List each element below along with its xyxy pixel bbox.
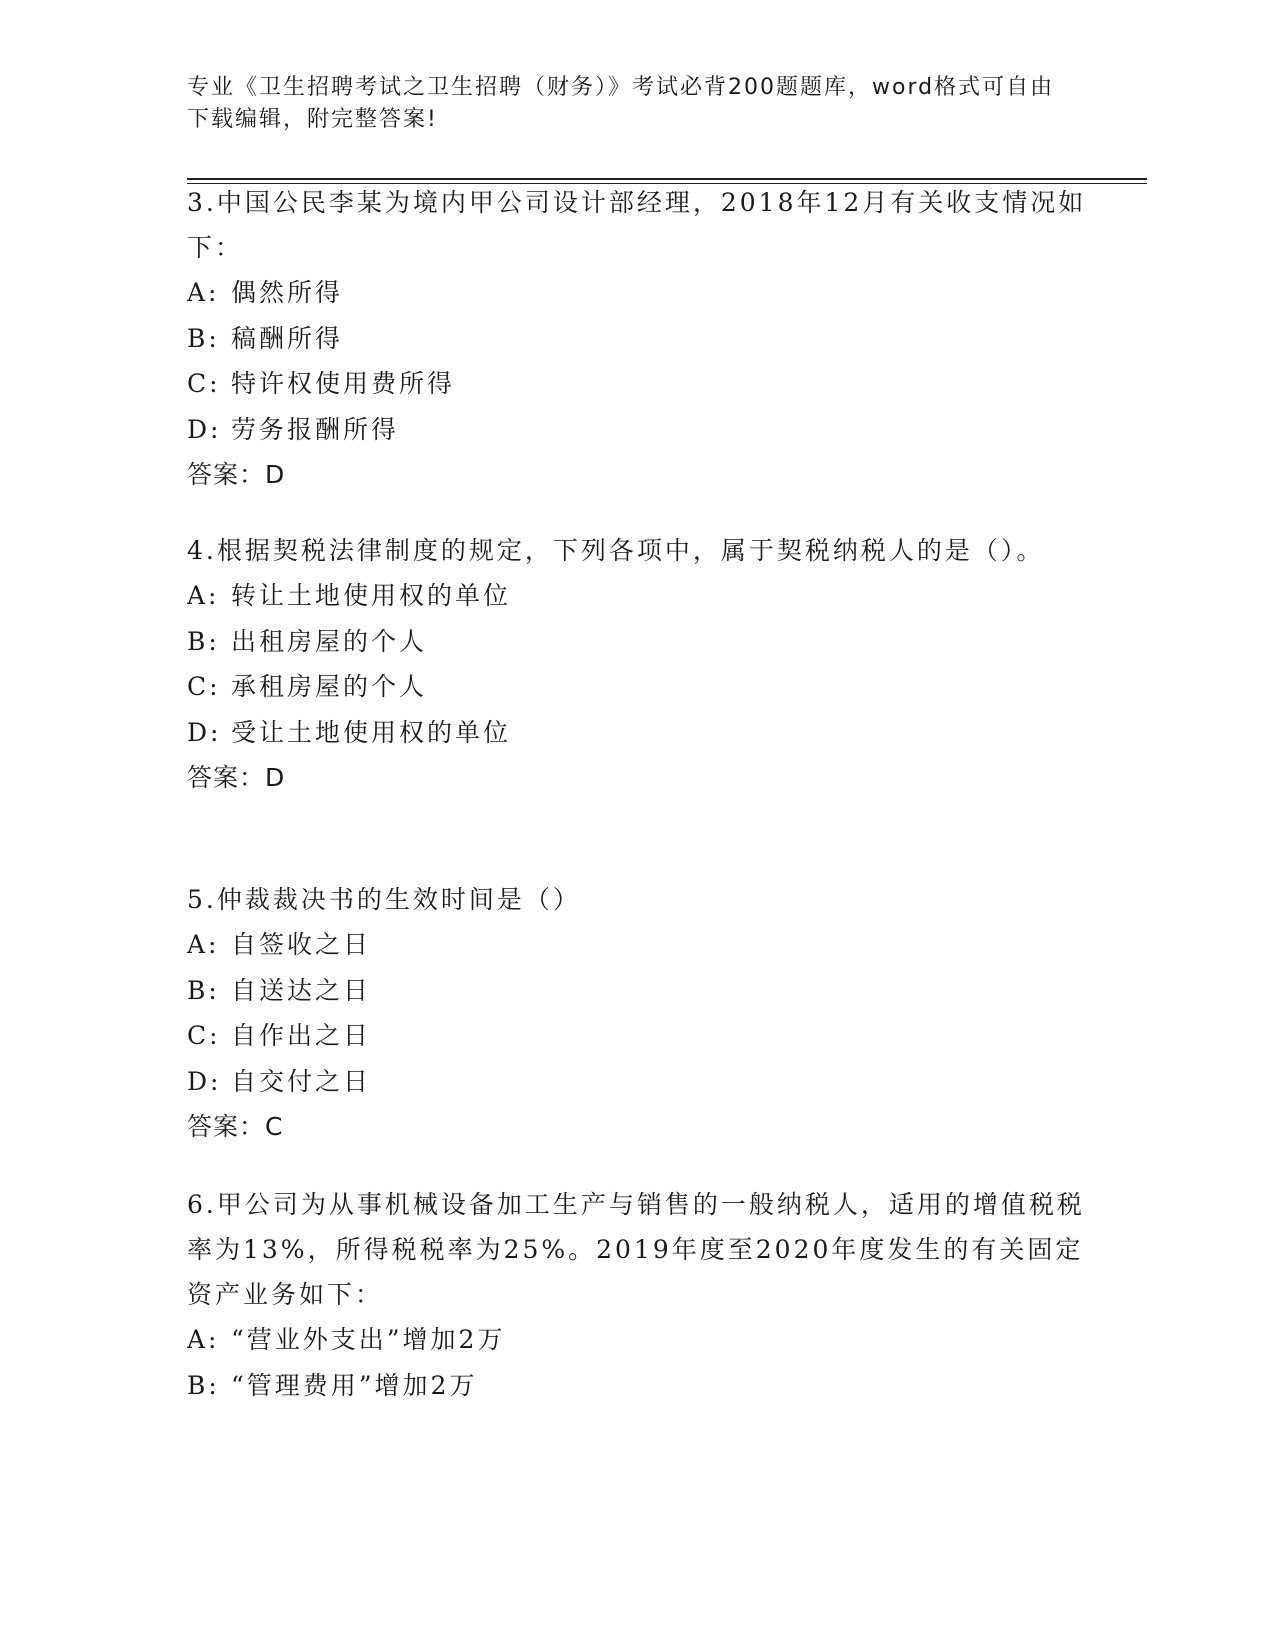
answer-line: 答案：C <box>187 1112 284 1141</box>
question-4 <box>187 528 1087 800</box>
option-text: 特许权使用费所得 <box>231 369 456 398</box>
option-letter: D: <box>187 414 222 444</box>
option-text: 稿酬所得 <box>231 323 344 353</box>
option-b <box>187 316 1087 362</box>
question-5 <box>187 877 1087 1149</box>
option-text: “管理费用”增加2万 <box>231 1370 478 1400</box>
option-d <box>187 407 1087 453</box>
option-b <box>187 1363 1087 1409</box>
option-text: 劳务报酬所得 <box>231 414 400 444</box>
option-text: 受让土地使用权的单位 <box>231 717 512 747</box>
option-letter: D: <box>187 1066 222 1096</box>
option-letter: A: <box>187 930 220 959</box>
option-a <box>187 270 1087 316</box>
answer-line: 答案：D <box>187 763 286 792</box>
option-text: 自交付之日 <box>231 1066 372 1096</box>
option-letter: B: <box>187 323 220 353</box>
answer-line: 答案：D <box>187 460 286 489</box>
question-3 <box>187 180 1087 497</box>
question-stem: 5.仲裁裁决书的生效时间是（） <box>187 885 581 914</box>
option-letter: A: <box>187 1325 220 1354</box>
option-b <box>187 619 1087 665</box>
option-c <box>187 361 1087 407</box>
question-6 <box>187 1182 1087 1408</box>
document-header: 专业《卫生招聘考试之卫生招聘（财务）》考试必背200题题库，word格式可自由下载编辑，附完整答案! <box>187 75 1055 132</box>
option-a <box>187 1317 1087 1363</box>
option-letter: B: <box>187 975 220 1005</box>
question-stem: 4.根据契税法律制度的规定，下列各项中，属于契税纳税人的是（）。 <box>187 536 1045 565</box>
option-letter: C: <box>187 1021 221 1050</box>
option-d <box>187 710 1087 756</box>
option-d <box>187 1059 1087 1105</box>
option-text: 自作出之日 <box>231 1021 372 1050</box>
option-letter: B: <box>187 1370 220 1400</box>
option-c <box>187 1013 1087 1059</box>
option-letter: B: <box>187 626 220 656</box>
option-text: 转让土地使用权的单位 <box>231 581 512 610</box>
option-text: 偶然所得 <box>231 278 344 307</box>
option-a <box>187 922 1087 968</box>
option-letter: D: <box>187 717 222 747</box>
option-letter: A: <box>187 278 220 307</box>
question-stem: 6.甲公司为从事机械设备加工生产与销售的一般纳税人，适用的增值税税率为13%，所得税税率为25%。2019年度至2020年度发生的有关固定资产业务如下： <box>187 1190 1085 1309</box>
option-text: “营业外支出”增加2万 <box>231 1325 506 1354</box>
option-letter: C: <box>187 369 221 398</box>
option-b <box>187 968 1087 1014</box>
option-text: 自送达之日 <box>231 975 372 1005</box>
option-c <box>187 664 1087 710</box>
option-text: 出租房屋的个人 <box>231 626 428 656</box>
option-a <box>187 573 1087 619</box>
option-letter: A: <box>187 581 220 610</box>
option-text: 自签收之日 <box>231 930 372 959</box>
option-text: 承租房屋的个人 <box>231 672 428 701</box>
option-letter: C: <box>187 672 221 701</box>
question-stem: 3.中国公民李某为境内甲公司设计部经理，2018年12月有关收支情况如下： <box>187 188 1087 262</box>
